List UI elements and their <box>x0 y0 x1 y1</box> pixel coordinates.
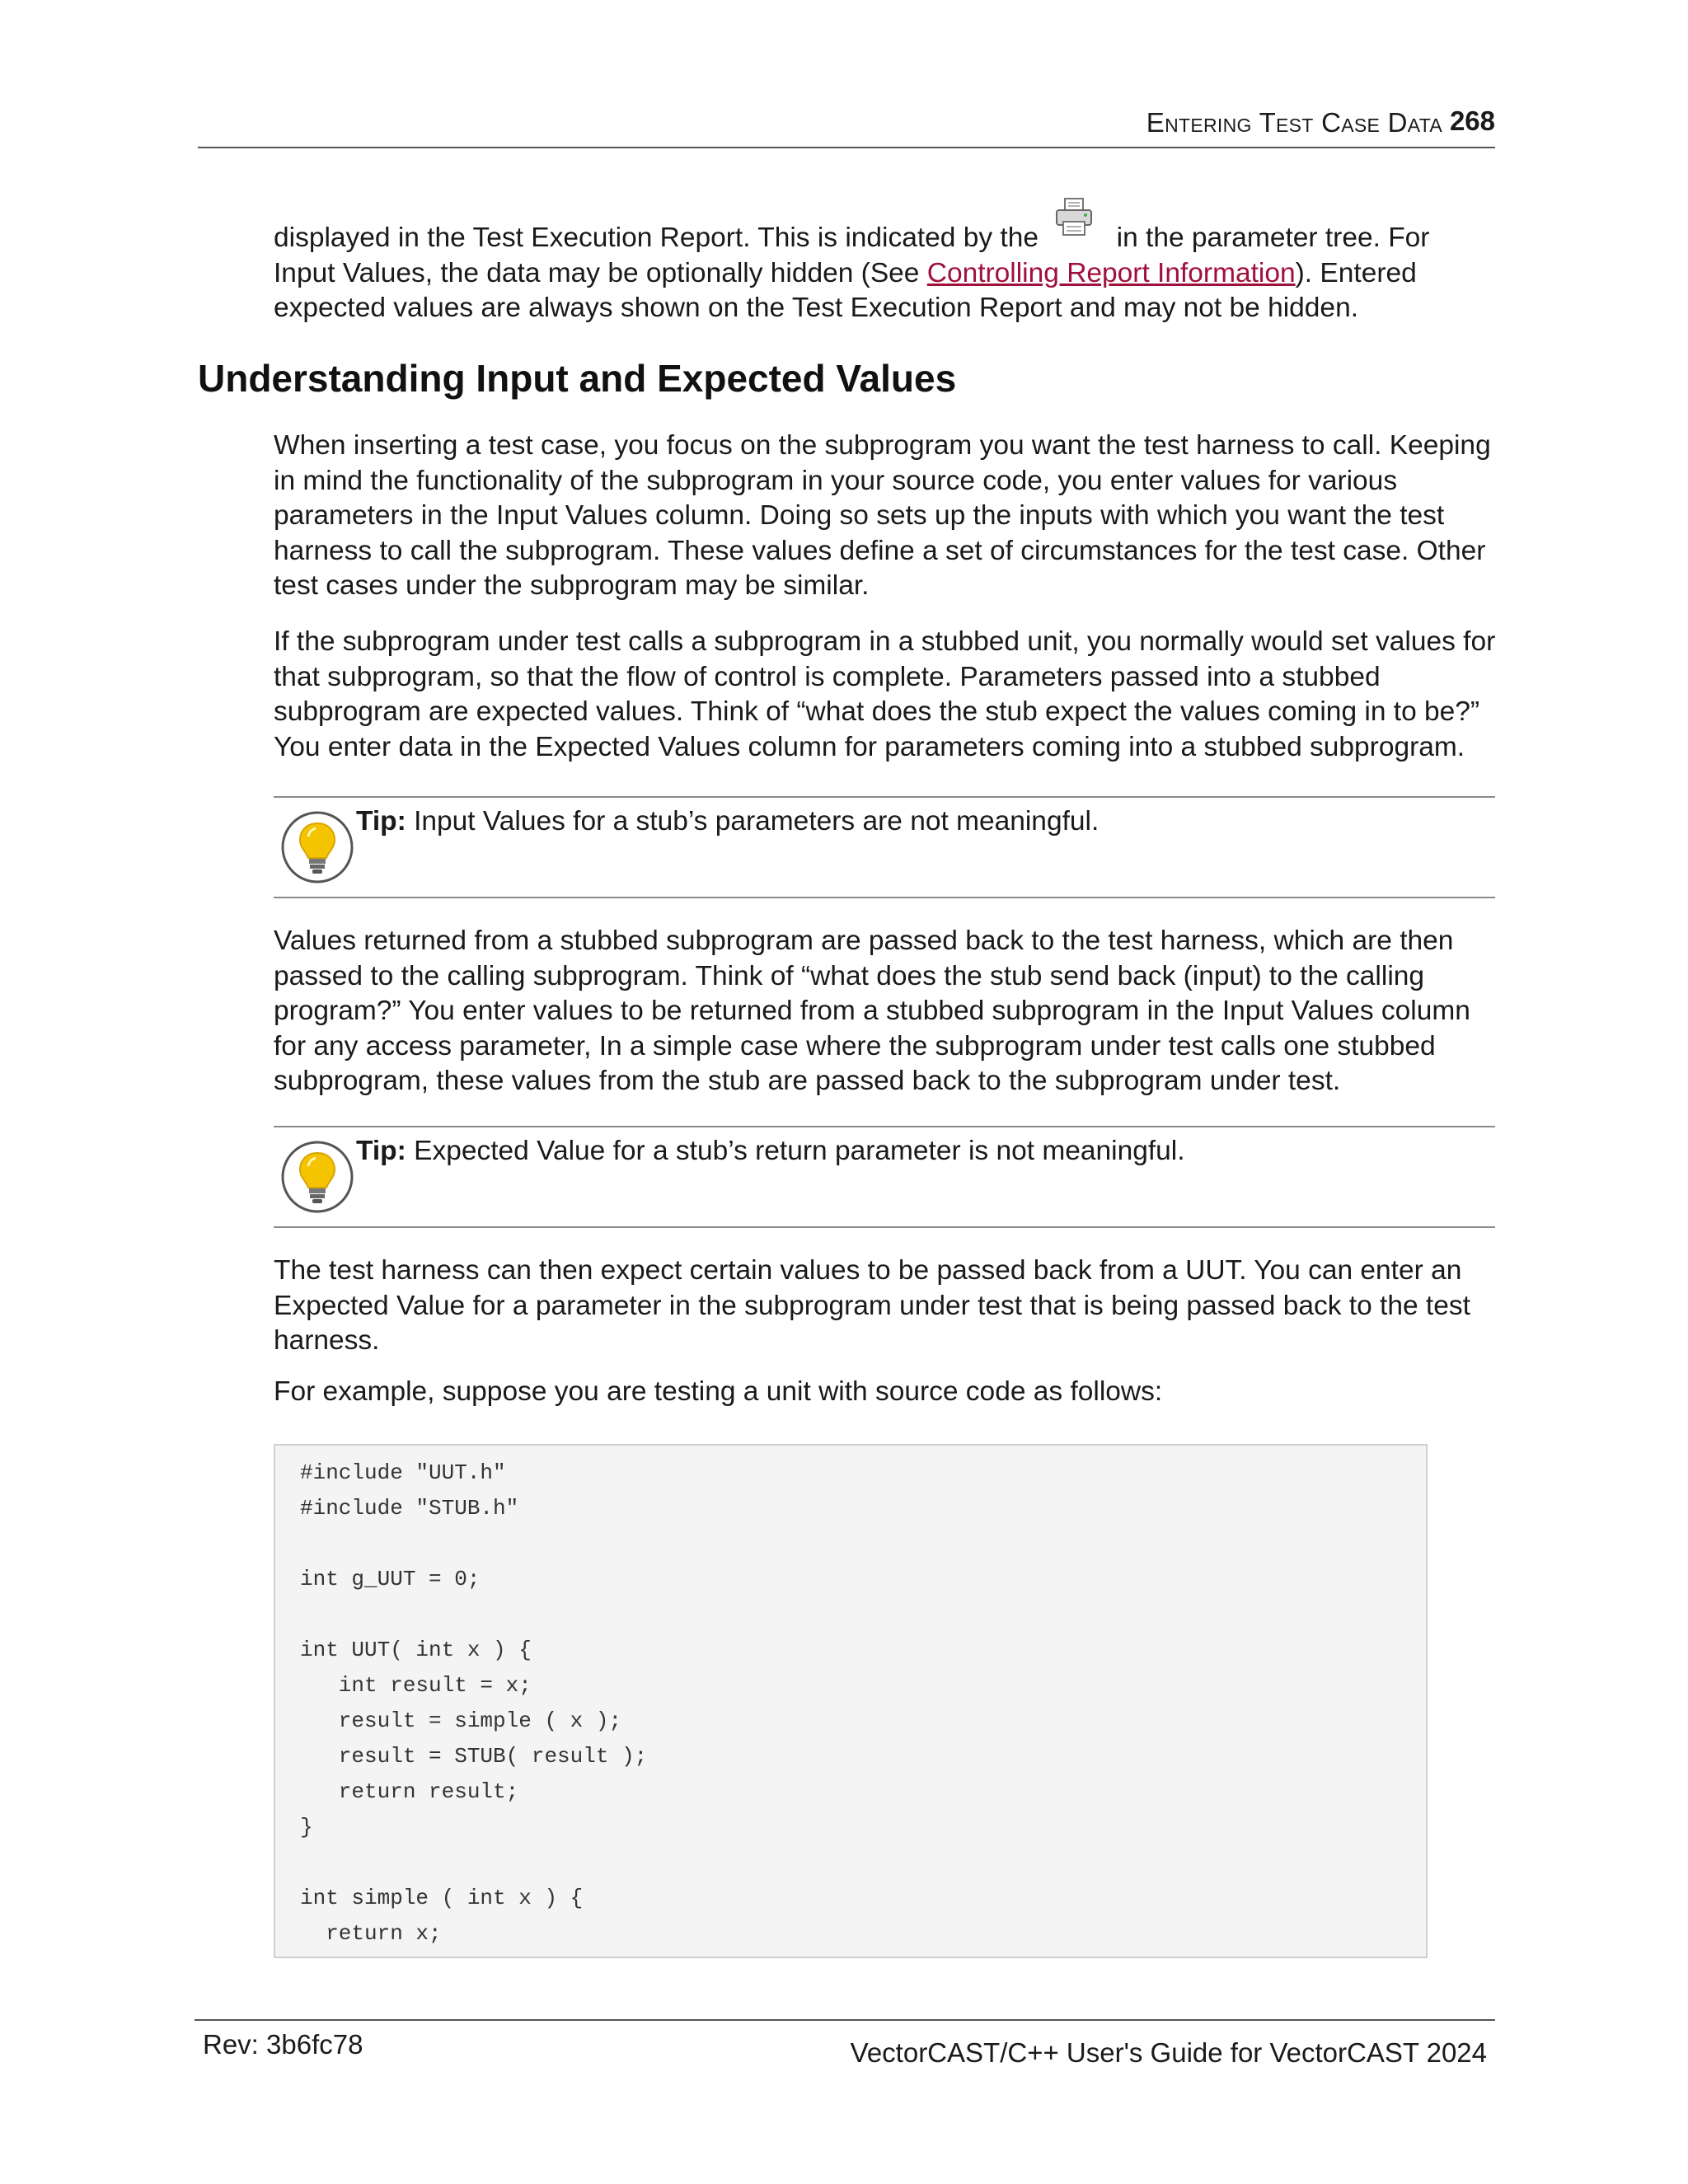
paragraph-example-intro: For example, suppose you are testing a unit with source code as follows: <box>274 1376 1163 1407</box>
code-line: int g_UUT = 0; <box>300 1567 481 1591</box>
paragraph-input-values: When inserting a test case, you focus on the subprogram you want the test harness to call. Keeping in mind the functionality of the subprogram in your source code, you enter values for various parameters in the Input Values column. Doing so sets up the inputs with which you want the test harness to call the subprogram. These values define a set of circumstances for the test case. Other test cases under the subprogram may be similar. <box>274 430 1491 601</box>
tip-message: Expected Value for a stub’s return parameter is not meaningful. <box>414 1136 1185 1166</box>
code-block <box>274 1444 1428 1958</box>
code-line: return x; <box>300 1921 442 1946</box>
page-footer <box>195 2019 1495 2068</box>
tip-label: Tip: <box>356 1136 406 1166</box>
code-line: #include "STUB.h" <box>300 1496 519 1521</box>
intro-text-2: in the parameter tree. For Input Values, the data may be optionally hidden (See <box>274 223 1430 288</box>
page-number: 268 <box>1449 105 1495 136</box>
paragraph-stubbed-unit: If the subprogram under test calls a subprogram in a stubbed unit, you normally would set values for that subprogram, so that the flow of control is complete. Parameters passed into a stubbed subprogram are expected values. Think of “what does the stub expect the values coming in to be?” You enter data in the Expected Values column for parameters coming into a stubbed subprogram. <box>274 626 1496 762</box>
tip-box <box>274 796 1495 898</box>
tip-message: Input Values for a stub’s parameters are not meaningful. <box>414 806 1100 837</box>
intro-text-3: ). Entered expected values are always shown on the Test Execution Report and may not be hidden. <box>274 257 1417 323</box>
paragraph-returned-values: Values returned from a stubbed subprogram are passed back to the test harness, which are then passed to the calling subprogram. Think of “what does the stub send back (input) to the calling program?” You enter values to be returned from a stubbed subprogram in the Input Values column for any access parameter, In a simple case where the subprogram under test calls one stubbed subprogram, these values from the stub are passed back to the subprogram under test. <box>274 926 1470 1096</box>
code-line: int UUT( int x ) { <box>300 1638 532 1662</box>
tip-text <box>356 804 1099 839</box>
code-line: #include "UUT.h" <box>300 1460 506 1485</box>
code-line: return result; <box>300 1779 519 1804</box>
guide-title: VectorCAST/C++ User's Guide for VectorCAST 2024 <box>850 2037 1487 2068</box>
section-title: Entering Test Case Data <box>1146 107 1442 138</box>
code-line: } <box>300 1815 313 1840</box>
code-line: int simple ( int x ) { <box>300 1886 584 1910</box>
section-heading: Understanding Input and Expected Values <box>198 357 957 400</box>
revision-label: Rev: 3b6fc78 <box>203 2029 363 2060</box>
code-line: result = simple ( x ); <box>300 1708 622 1733</box>
tip-box <box>274 1126 1495 1228</box>
tip-label: Tip: <box>356 806 406 837</box>
printer-icon <box>1051 195 1097 241</box>
code-line: result = STUB( result ); <box>300 1744 648 1769</box>
lightbulb-icon <box>279 1138 356 1216</box>
tip-text <box>356 1134 1185 1169</box>
intro-paragraph <box>274 207 1498 326</box>
page-header <box>198 104 1495 148</box>
controlling-report-information-link[interactable]: Controlling Report Information <box>926 257 1296 288</box>
lightbulb-icon <box>279 808 356 886</box>
intro-text-1: displayed in the Test Execution Report. This is indicated by the <box>274 223 1039 253</box>
code-line: int result = x; <box>300 1673 532 1698</box>
paragraph-expected-value: The test harness can then expect certain values to be passed back from a UUT. You can enter an Expected Value for a parameter in the subprogram under test that is being passed back to the test harness. <box>274 1255 1470 1356</box>
